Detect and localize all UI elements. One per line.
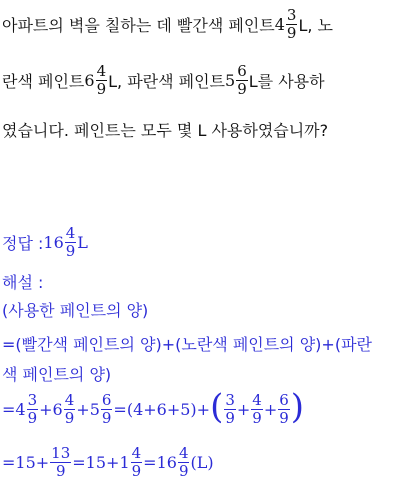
solution-step-1 <box>2 387 305 427</box>
question-text-3: 였습니다. 페인트는 모두 몇 L 사용하였습니까? <box>2 121 329 140</box>
group-fraction-3-denominator: 9 <box>279 408 289 427</box>
group-fraction-3 <box>278 390 290 427</box>
solution-line-3 <box>2 362 111 385</box>
left-paren: ( <box>210 387 224 427</box>
yellow-denominator: 9 <box>96 80 107 98</box>
answer-line <box>2 226 88 259</box>
solution-step-2 <box>2 446 214 479</box>
plus-sign: + <box>39 399 53 419</box>
group-fraction-1 <box>224 390 236 427</box>
blue-denominator: 9 <box>237 80 247 98</box>
group-fraction-2-denominator: 9 <box>252 408 262 427</box>
solution-label-text: 해설 : <box>2 273 44 292</box>
question-text-2b: L, 파란색 페인트 <box>108 72 226 91</box>
equals-sign: = <box>113 399 127 419</box>
term-3-fraction <box>101 390 113 427</box>
equals-sign: = <box>143 453 157 472</box>
right-paren: ) <box>290 387 305 427</box>
group-fraction-3-numerator: 6 <box>279 390 289 409</box>
red-whole: 4 <box>274 15 285 34</box>
step2-result <box>157 446 191 479</box>
group-fraction-1-denominator: 9 <box>225 408 235 427</box>
yellow-numerator: 4 <box>96 62 107 80</box>
term-3-whole: 5 <box>89 399 100 419</box>
result-numerator: 4 <box>178 444 189 462</box>
question-line-3 <box>2 118 328 141</box>
term-3-denominator: 9 <box>101 408 112 427</box>
yellow-fraction <box>96 64 108 97</box>
plus-sign: + <box>236 399 251 419</box>
step2-fraction-2 <box>131 446 143 479</box>
solution-line-2 <box>2 332 372 355</box>
blue-paint-amount <box>225 64 249 97</box>
equals-sign: = <box>2 453 16 472</box>
group-fraction-2 <box>251 390 263 427</box>
step1-term-1 <box>15 390 39 427</box>
question-text-2c: L를 사용하 <box>248 72 325 91</box>
blue-fraction <box>236 64 248 97</box>
answer-numerator: 4 <box>65 224 76 242</box>
step2-fraction-1-numerator: 13 <box>51 444 71 462</box>
result-denominator: 9 <box>178 462 189 480</box>
group-fraction-1-numerator: 3 <box>225 390 235 409</box>
result-unit: (L) <box>190 453 214 472</box>
plus-sign: + <box>263 399 278 419</box>
equals-sign: = <box>2 399 16 419</box>
plus-sign: + <box>76 399 90 419</box>
blue-whole: 5 <box>225 71 236 90</box>
solution-line-3-text: 색 페인트의 양) <box>2 365 112 384</box>
answer-value <box>43 226 77 259</box>
red-fraction <box>286 8 298 41</box>
step2-sum-a: 15+ <box>15 453 50 472</box>
term-2-numerator: 4 <box>64 390 75 409</box>
solution-line-2-text: =(빨간색 페인트의 양)+(노란색 페인트의 양)+(파란 <box>2 335 372 354</box>
term-3-numerator: 6 <box>101 390 112 409</box>
answer-fraction <box>65 226 77 259</box>
red-denominator: 9 <box>286 24 297 42</box>
step2-fraction-1-denominator: 9 <box>55 462 66 480</box>
step1-term-2 <box>52 390 77 427</box>
question-text-1a: 아파트의 벽을 칠하는 데 빨간색 페인트 <box>2 16 275 35</box>
solution-line-1-text: (사용한 페인트의 양) <box>2 301 149 320</box>
red-paint-amount <box>275 8 299 41</box>
step1-term-3 <box>89 390 114 427</box>
term-1-denominator: 9 <box>27 408 38 427</box>
answer-label: 정답 : <box>2 234 44 253</box>
step2-fraction-1 <box>50 446 71 479</box>
red-numerator: 3 <box>286 6 297 24</box>
step2-sum-b: 15+1 <box>85 453 130 472</box>
answer-whole: 16 <box>43 233 64 252</box>
term-1-numerator: 3 <box>27 390 38 409</box>
solution-line-1 <box>2 298 148 321</box>
yellow-paint-amount <box>84 64 108 97</box>
result-whole: 16 <box>156 453 177 472</box>
question-text-1b: L, 노 <box>298 16 334 35</box>
step2-fraction-2-denominator: 9 <box>131 462 142 480</box>
result-fraction <box>178 446 190 479</box>
question-line-2 <box>2 64 325 97</box>
blue-numerator: 6 <box>237 62 247 80</box>
question-line-1 <box>2 8 333 41</box>
whole-number-group: (4+6+5)+ <box>126 399 211 419</box>
term-2-whole: 6 <box>52 399 63 419</box>
question-text-2a: 란색 페인트 <box>2 72 85 91</box>
yellow-whole: 6 <box>84 71 95 90</box>
answer-denominator: 9 <box>65 242 76 260</box>
answer-unit: L <box>77 233 88 252</box>
term-1-whole: 4 <box>15 399 26 419</box>
term-1-fraction <box>27 390 39 427</box>
group-fraction-2-numerator: 4 <box>252 390 262 409</box>
term-2-denominator: 9 <box>64 408 75 427</box>
term-2-fraction <box>64 390 76 427</box>
step2-fraction-2-numerator: 4 <box>131 444 142 462</box>
equals-sign: = <box>72 453 86 472</box>
solution-label <box>2 270 43 293</box>
